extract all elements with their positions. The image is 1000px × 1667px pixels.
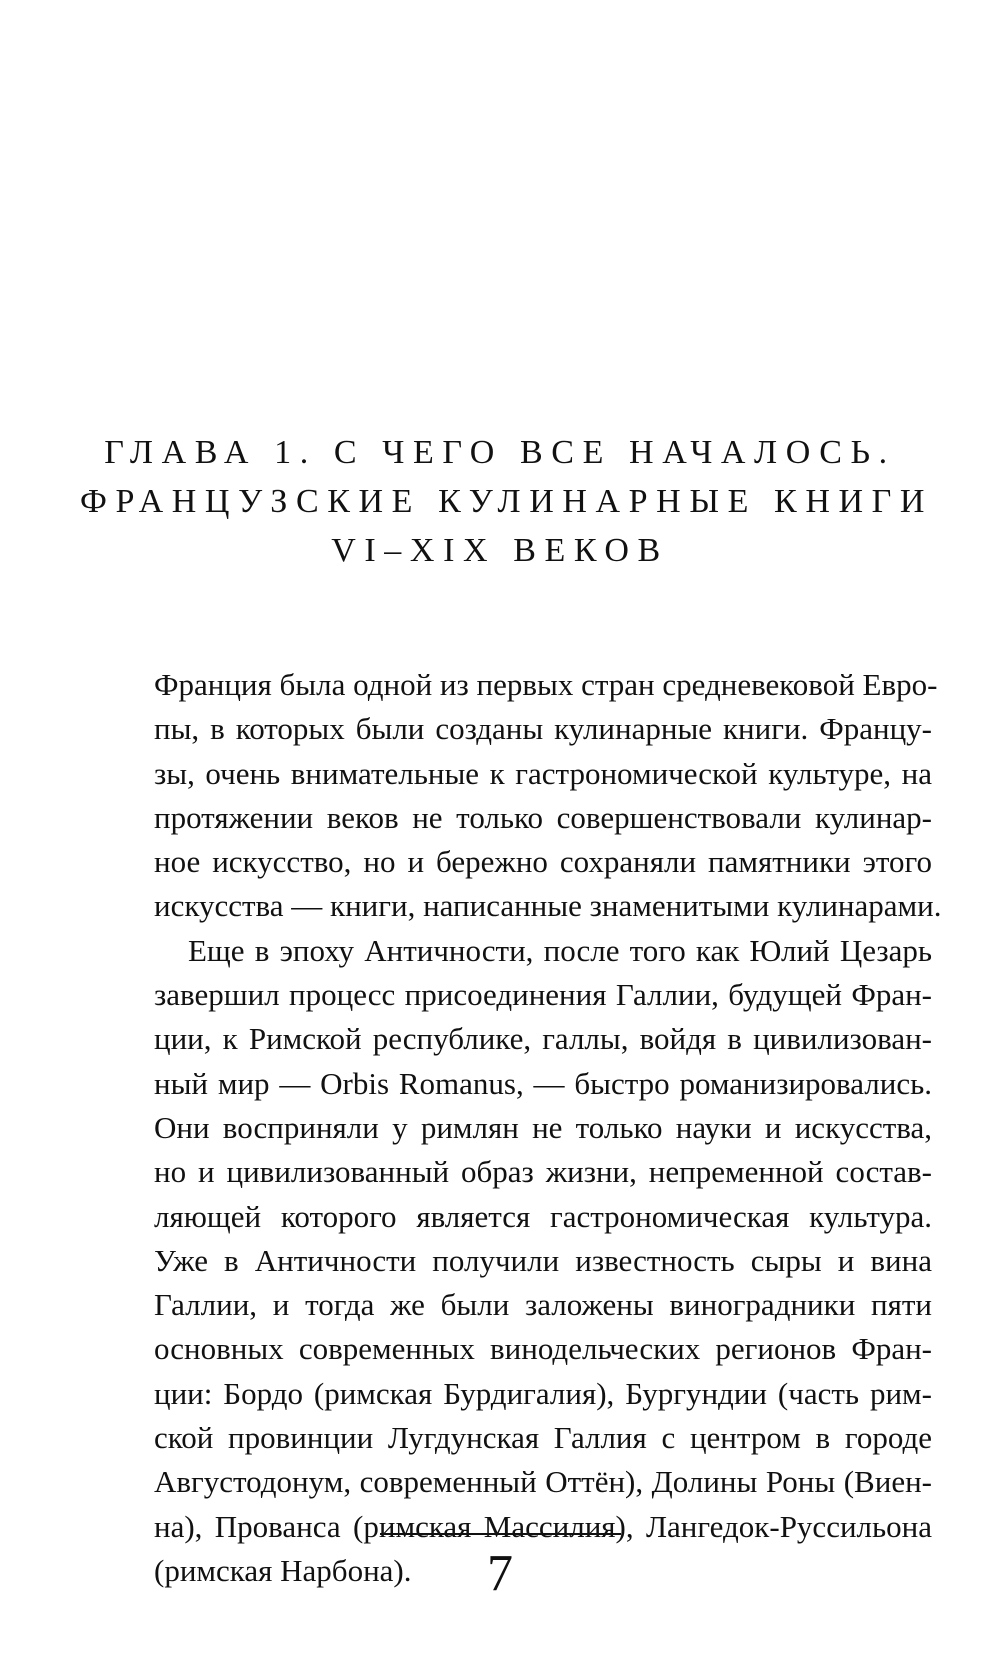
text-line: завершил процесс присоединения Галлии, будущей Фран- [154, 977, 932, 1013]
text-line: ное искусство, но и бережно сохраняли памятники этого [154, 844, 932, 880]
text-line: ляющей которого является гастрономическая культура. [154, 1198, 932, 1234]
text-line: ции: Бордо (римская Бурдигалия), Бургундии (часть рим- [154, 1375, 932, 1411]
text-line: Франция была одной из первых стран средневековой Евро- [154, 667, 938, 702]
text-line: но и цивилизованный образ жизни, непременной состав- [154, 1154, 932, 1190]
text-line: Галлии, и тогда же были заложены виноградники пяти [154, 1287, 932, 1323]
text-line: Еще в эпоху Античности, после того как Юлий Цезарь [188, 932, 932, 968]
page-number: 7 [487, 1545, 513, 1602]
text-line: зы, очень внимательные к гастрономической культуре, на [154, 755, 932, 791]
text-line: искусства — книги, написанные знаменитыми кулинарами. [154, 888, 942, 924]
text-line: (римская Нарбона). [154, 1552, 412, 1588]
body-text [154, 663, 942, 1593]
text-line: Августодонум, современный Оттён), Долины Роны (Виен- [154, 1464, 932, 1500]
text-line: ный мир — Orbis Romanus, — быстро романизировались. [154, 1065, 932, 1101]
text-line: ской провинции Лугдунская Галлия с центром в городе [154, 1420, 932, 1456]
chapter-heading [80, 428, 934, 575]
text-line: Они восприняли у римлян не только науки и искусства, [154, 1109, 932, 1145]
text-line: пы, в которых были созданы кулинарные книги. Францу- [154, 711, 932, 747]
chapter-heading-line-2: ФРАНЦУЗСКИЕ КУЛИНАРНЫЕ КНИГИ [80, 483, 934, 520]
text-line: протяжении веков не только совершенствовали кулинар- [154, 799, 932, 835]
footer-rule [380, 1533, 621, 1535]
text-line: Уже в Античности получили известность сыры и вина [154, 1242, 932, 1278]
chapter-heading-line-3: VI–XIX ВЕКОВ [331, 532, 669, 569]
text-line: ции, к Римской республике, галлы, войдя в цивилизован- [154, 1021, 932, 1057]
chapter-heading-line-1: ГЛАВА 1. С ЧЕГО ВСЕ НАЧАЛОСЬ. [104, 434, 896, 471]
text-line: на), Прованса (римская Массилия), Лангедок-Руссильона [154, 1508, 932, 1544]
text-line: основных современных винодельческих регионов Фран- [154, 1331, 932, 1367]
